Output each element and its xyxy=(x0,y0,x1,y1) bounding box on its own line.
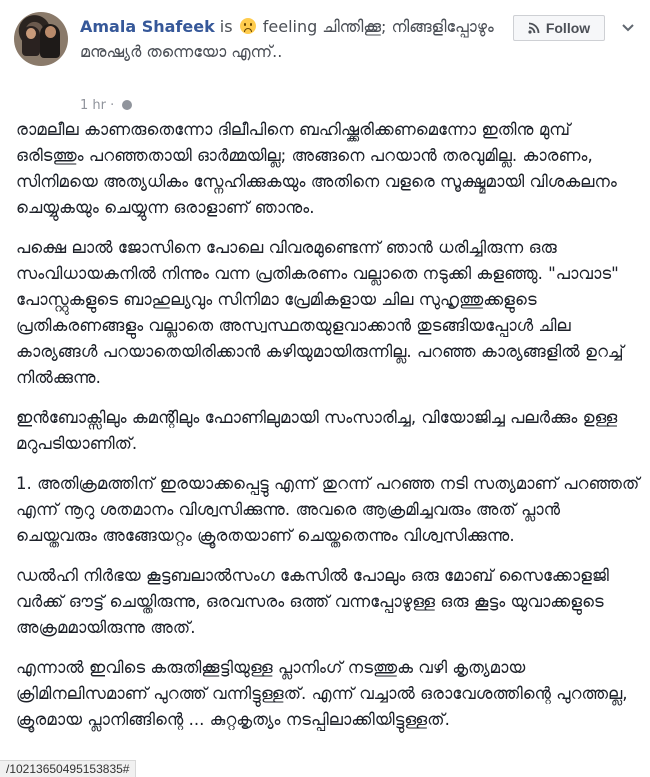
follow-label: Follow xyxy=(545,20,591,36)
post-timestamp-row xyxy=(80,98,132,113)
status-url: /10213650495153835# xyxy=(6,762,130,776)
post-header-text xyxy=(80,14,510,64)
post-paragraph: 1. അതിക്രമത്തിന് ഇരയാക്കപ്പെട്ടു എന്ന് തുറന്ന് പറഞ്ഞ നടി സത്യമാണ് പറഞ്ഞത് എന്ന് നൂറു ശതമാനം വിശ്വസിക്കുന്നു. അവരെ ആക്രമിച്ചവരും അത് പ്ലാൻ ചെയ്തവരും അങ്ങേയറ്റം ക്രൂരതയാണ് ചെയ്തതെന്നും വിശ്വസിക്കുന്നു. xyxy=(16,474,640,545)
rss-icon xyxy=(528,22,540,34)
is-text: is xyxy=(214,17,238,36)
post-header xyxy=(14,12,636,112)
author-name[interactable]: Amala Shafeek xyxy=(80,17,215,36)
post-paragraph: രാമലീല കാണരുതെന്നോ ദിലീപിനെ ബഹിഷ്ക്കരിക്കണമെന്നോ ഇതിനു മുമ്പ് ഒരിടത്തും പറഞ്ഞതായി ഓർമ്മയില്ല; അങ്ങനെ പറയാൻ തരവുമില്ല. കാരണം, സിനിമയെ അത്യധികം സ്നേഹിക്കുകയും അതിനെ വളരെ സൂക്ഷ്മമായി വിശകലനം ചെയ്യുകയും ചെയ്യുന്ന ഒരാളാണ് ഞാനും. xyxy=(16,120,617,217)
browser-status-bar xyxy=(0,760,136,777)
post-paragraph: ഇൻബോക്സിലും കമന്റിലും ഫോണിലുമായി സംസാരിച്ച, വിയോജിച്ച പലർക്കും ഉള്ള മറുപടിയാണിത്. xyxy=(16,408,618,453)
feeling-text: feeling ചിന്തിക്കൂ; നിങ്ങളിപ്പോഴും മനുഷ്യർ തന്നെയോ എന്ന്.. xyxy=(80,17,494,61)
avatar[interactable] xyxy=(14,12,68,66)
post-paragraph: പക്ഷെ ലാൽ ജോസിനെ പോലെ വിവരമുണ്ടെന്ന് ഞാൻ ധരിച്ചിരുന്ന ഒരു സംവിധായകനിൽ നിന്നും വന്ന പ്രതികരണം വല്ലാതെ നടുക്കി കളഞ്ഞു. "പാവാട" പോസ്റ്റുകളുടെ ബാഹുല്യവും സിനിമാ പ്രേമികളായ ചില സുഹൃത്തുക്കളുടെ പ്രതികരണങ്ങളും വല്ലാതെ അസ്വസ്ഥതയുളവാക്കാൻ തുടങ്ങിയപ്പോൾ ചില കാര്യങ്ങൾ പറയാതെയിരിക്കാൻ കഴിയുമായിരുന്നില്ല. പറഞ്ഞ കാര്യങ്ങളിൽ ഉറച്ച് നിൽക്കുന്നു. xyxy=(16,238,624,387)
chevron-down-icon[interactable] xyxy=(620,20,636,36)
post-body xyxy=(16,117,641,747)
post-time[interactable]: 1 hr · xyxy=(80,98,115,113)
post-paragraph: എന്നാൽ ഇവിടെ കരുതിക്കൂട്ടിയുള്ള പ്ലാനിംഗ് നടത്തുക വഴി കൃത്യമായ ക്രിമിനലിസമാണ് പുറത്ത് വന്നിട്ടുള്ളത്. എന്ന് വച്ചാൽ ഒരാവേശത്തിന്റെ പുറത്തല്ല, ക്രൂരമായ പ്ലാനിങ്ങിന്റെ ... കുറ്റകൃത്യം നടപ്പിലാക്കിയിട്ടുള്ളത്. xyxy=(16,658,628,729)
sad-face-emoji-icon xyxy=(240,18,256,34)
post-paragraph: ഡൽഹി നിർഭയ കൂട്ടബലാൽസംഗ കേസിൽ പോലും ഒരു മോബ് സൈക്കോളജി വർക്ക് ഔട്ട് ചെയ്തിരുന്നു, ഒരവസരം ഒത്ത് വന്നപ്പോഴുള്ള ഒരു കൂട്ടം യുവാക്കളുടെ അക്രമമായിരുന്നു അത്. xyxy=(16,566,609,637)
globe-icon[interactable] xyxy=(122,100,132,110)
follow-button[interactable] xyxy=(513,15,605,41)
